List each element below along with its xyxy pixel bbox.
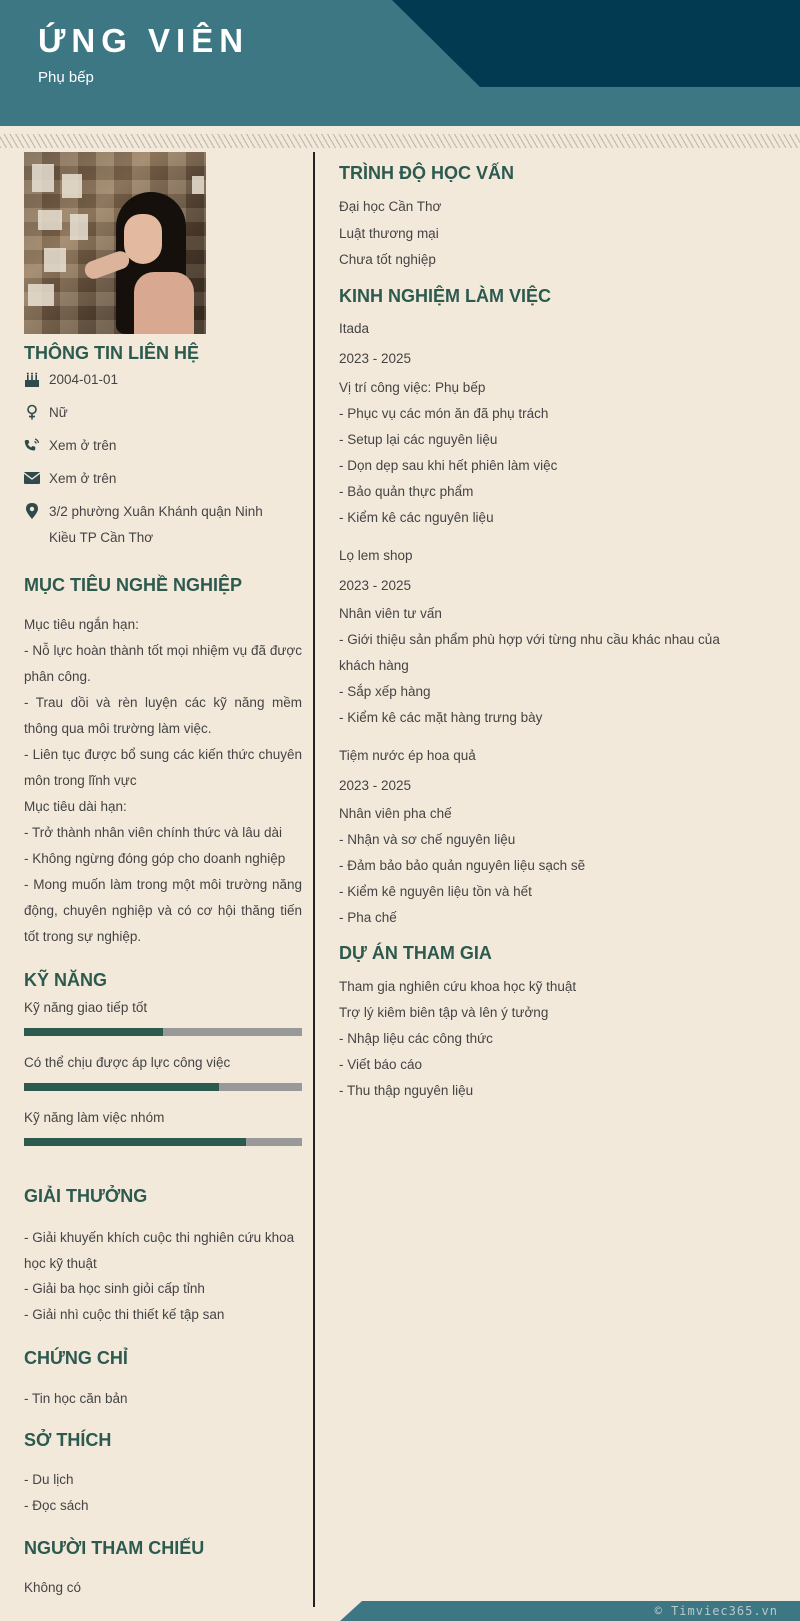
- objective-long-label: Mục tiêu dài hạn:: [24, 799, 127, 814]
- contact-email: Xem ở trên: [49, 471, 117, 486]
- objective-long-3: - Mong muốn làm trong một môi trường năng động, chuyên nghiệp và có cơ hội thăng tiến tốt trong sự nghiệp.: [24, 877, 302, 944]
- skill-level-fill: [24, 1028, 163, 1036]
- job-duty: - Nhận và sơ chế nguyên liệu: [339, 832, 516, 847]
- column-divider: [313, 152, 315, 1607]
- contact-birthday: 2004-01-01: [49, 372, 119, 387]
- job-role: Nhân viên tư vấn: [339, 606, 442, 621]
- skill-level-bar: [24, 1083, 302, 1091]
- avatar-photo: [24, 152, 206, 334]
- job-duty: - Sắp xếp hàng: [339, 684, 431, 699]
- job-company: Itada: [339, 321, 370, 336]
- job-company: Lọ lem shop: [339, 548, 413, 563]
- job-period: 2023 - 2025: [339, 778, 412, 793]
- job-duty: - Setup lại các nguyên liệu: [339, 432, 498, 447]
- job-duty: - Đảm bảo bảo quản nguyên liệu sạch sẽ: [339, 858, 586, 873]
- job-period: 2023 - 2025: [339, 351, 412, 366]
- education-status: Chưa tốt nghiệp: [339, 252, 436, 267]
- job-company: Tiệm nước ép hoa quả: [339, 748, 476, 763]
- birthday-cake-icon: [24, 372, 40, 388]
- hatch-divider: [0, 134, 800, 148]
- objective-heading: MỤC TIÊU NGHỀ NGHIỆP: [24, 575, 243, 595]
- contact-heading: THÔNG TIN LIÊN HỆ: [24, 343, 199, 363]
- award-item: - Giải khuyến khích cuộc thi nghiên cứu khoa học kỹ thuật: [24, 1230, 295, 1271]
- header-banner: [0, 0, 800, 126]
- education-heading: TRÌNH ĐỘ HỌC VẤN: [339, 163, 514, 183]
- skill-level-fill: [24, 1083, 219, 1091]
- certificates-heading: CHỨNG CHỈ: [24, 1348, 128, 1368]
- objective-short-2: - Trau dồi và rèn luyện các kỹ năng mềm thông qua môi trường làm việc.: [24, 695, 302, 736]
- job-duty: - Kiểm kê các nguyên liệu: [339, 510, 494, 525]
- experience-heading: KINH NGHIỆM LÀM VIỆC: [339, 286, 552, 306]
- skill-level-fill: [24, 1138, 246, 1146]
- education-school: Đại học Cần Thơ: [339, 199, 442, 214]
- objective-short-1: - Nỗ lực hoàn thành tốt mọi nhiệm vụ đã được phân công.: [24, 643, 302, 684]
- skill-label: Có thể chịu được áp lực công việc: [24, 1055, 231, 1070]
- job-duty: - Giới thiệu sản phẩm phù hợp với từng nhu cầu khác nhau của: [339, 632, 720, 647]
- project-duty: - Thu thập nguyên liệu: [339, 1083, 474, 1098]
- phone-icon: [24, 437, 40, 453]
- objective-short-label: Mục tiêu ngắn hạn:: [24, 617, 139, 632]
- skills-heading: KỸ NĂNG: [24, 970, 108, 990]
- header-accent-shape: [392, 0, 800, 87]
- job-duty: - Dọn dẹp sau khi hết phiên làm việc: [339, 458, 558, 473]
- job-duty: - Kiểm kê nguyên liệu tồn và hết: [339, 884, 532, 899]
- education-major: Luật thương mại: [339, 226, 439, 241]
- job-duty: - Bảo quản thực phẩm: [339, 484, 474, 499]
- candidate-name: ỨNG VIÊN: [38, 22, 250, 59]
- envelope-icon: [24, 470, 40, 486]
- hobby-item: - Du lịch: [24, 1472, 74, 1487]
- skill-level-bar: [24, 1138, 302, 1146]
- job-role: Vị trí công việc: Phụ bếp: [339, 380, 486, 395]
- hobby-item: - Đọc sách: [24, 1498, 89, 1513]
- objective-short-3: - Liên tục được bổ sung các kiến thức chuyên môn trong lĩnh vực: [24, 747, 302, 788]
- certificate-item: - Tin học căn bản: [24, 1391, 128, 1406]
- references-heading: NGƯỜI THAM CHIẾU: [24, 1538, 205, 1558]
- objective-long-1: - Trở thành nhân viên chính thức và lâu dài: [24, 825, 283, 840]
- contact-gender: Nữ: [49, 405, 68, 420]
- job-duty: - Phục vụ các món ăn đã phụ trách: [339, 406, 549, 421]
- job-duty: - Kiểm kê các mặt hàng trưng bày: [339, 710, 543, 725]
- contact-phone: Xem ở trên: [49, 438, 117, 453]
- candidate-position: Phụ bếp: [38, 69, 94, 86]
- project-name: Tham gia nghiên cứu khoa học kỹ thuật: [339, 979, 577, 994]
- contact-address-line2: Kiều TP Cần Thơ: [49, 530, 154, 545]
- awards-heading: GIẢI THƯỞNG: [24, 1186, 148, 1206]
- skill-level-bar: [24, 1028, 302, 1036]
- job-period: 2023 - 2025: [339, 578, 412, 593]
- objective-long-2: - Không ngừng đóng góp cho doanh nghiệp: [24, 851, 286, 866]
- project-role: Trợ lý kiêm biên tập và lên ý tưởng: [339, 1005, 549, 1020]
- hobbies-heading: SỞ THÍCH: [24, 1430, 112, 1450]
- gender-female-icon: [24, 404, 40, 420]
- project-duty: - Nhập liệu các công thức: [339, 1031, 493, 1046]
- location-pin-icon: [24, 503, 40, 519]
- job-role: Nhân viên pha chế: [339, 806, 452, 821]
- projects-heading: DỰ ÁN THAM GIA: [339, 943, 492, 963]
- job-duty: - Pha chế: [339, 910, 397, 925]
- award-item: - Giải ba học sinh giỏi cấp tỉnh: [24, 1281, 205, 1296]
- award-item: - Giải nhì cuộc thi thiết kế tập san: [24, 1307, 225, 1322]
- references-value: Không có: [24, 1580, 82, 1595]
- contact-address-line1: 3/2 phường Xuân Khánh quận Ninh: [49, 504, 263, 519]
- project-duty: - Viết báo cáo: [339, 1057, 423, 1072]
- skill-label: Kỹ năng làm việc nhóm: [24, 1110, 165, 1125]
- skill-label: Kỹ năng giao tiếp tốt: [24, 1000, 148, 1015]
- footer-watermark: © Timviec365.vn: [654, 1604, 778, 1618]
- job-duty: khách hàng: [339, 658, 409, 673]
